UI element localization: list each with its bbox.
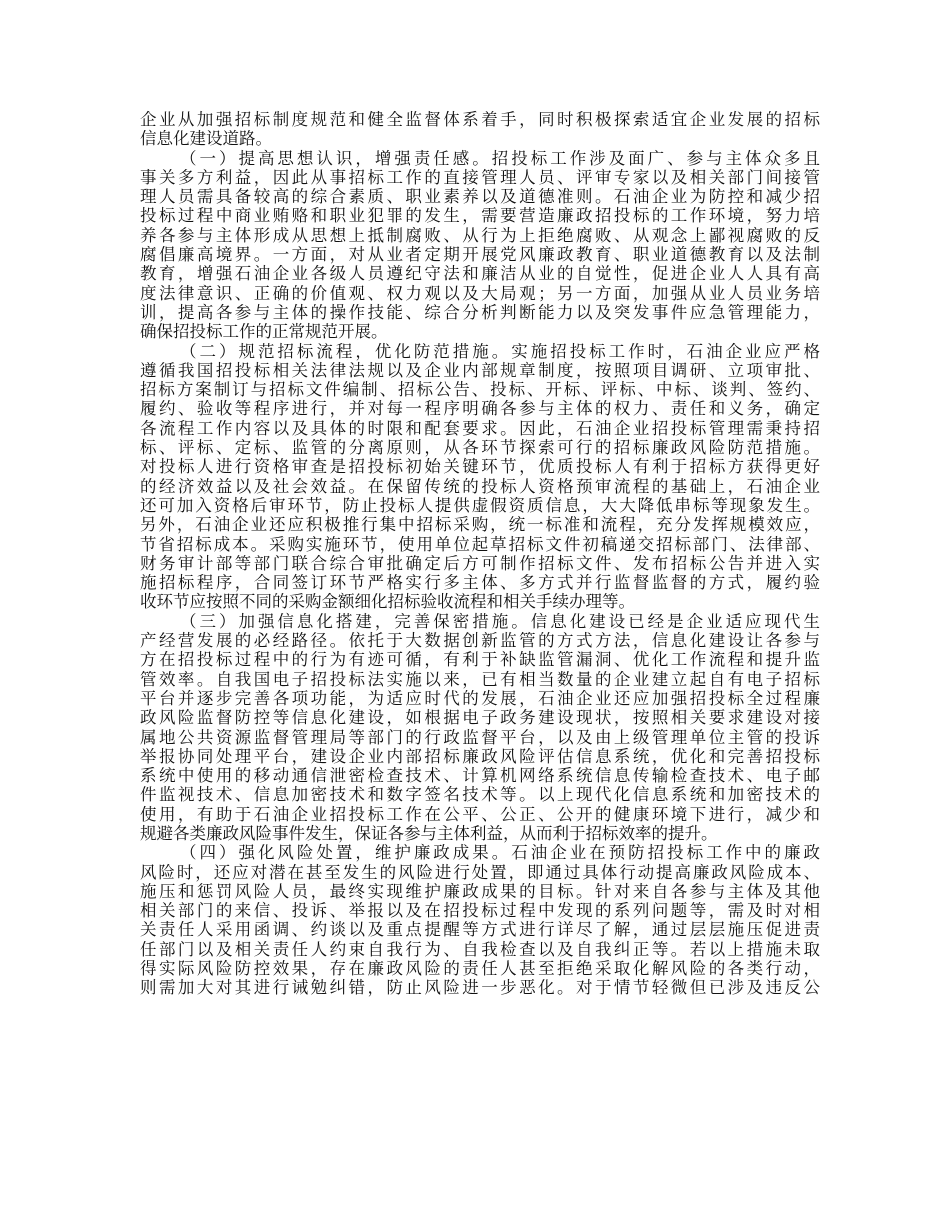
- paragraph-heading-line: （二）规范招标流程，优化防范措施。实施招投标工作时，石油企业应严格: [180, 341, 820, 361]
- text-line: 关责任人采用函调、约谈以及重点提醒等方式进行详尽了解，通过层层施压促进责: [140, 920, 820, 940]
- text-line: 理人员需具备较高的综合素质、职业素养以及道德准则。石油企业为防控和减少招: [140, 187, 820, 207]
- text-line: 各流程工作内容以及具体的时限和配套要求。因此，石油企业招投标管理需秉持招: [140, 418, 820, 438]
- text-line: 财务审计部等部门联合综合审批确定后方可制作招标文件、发布招标公告并进入实: [140, 553, 820, 573]
- text-line: 信息化建设道路。: [140, 129, 272, 149]
- text-line: 管效率。自我国电子招投标法实施以来，已有相当数量的企业建立起自有电子招标: [140, 669, 820, 689]
- text-line: 还可加入资格后审环节，防止投标人提供虚假资质信息，大大降低串标等现象发生。: [140, 495, 820, 515]
- text-line: 使用，有助于石油企业招投标工作在公平、公正、公开的健康环境下进行，减少和: [140, 804, 820, 824]
- text-line: 风险时，还应对潜在甚至发生的风险进行处置，即通过具体行动提高廉政风险成本、: [140, 862, 820, 882]
- text-line: 腐倡廉高境界。一方面，对从业者定期开展党风廉政教育、职业道德教育以及法制: [140, 245, 820, 265]
- paragraph-heading-line: （一）提高思想认识，增强责任感。招投标工作涉及面广、参与主体众多且: [180, 148, 820, 168]
- text-line: 举报协同处理平台，建设企业内部招标廉政风险评估信息系统，优化和完善招投标: [140, 746, 820, 766]
- text-line: 节省招标成本。采购实施环节，使用单位起草招标文件初稿递交招标部门、法律部、: [140, 534, 820, 554]
- text-line: 系统中使用的移动通信泄密检查技术、计算机网络系统信息传输检查技术、电子邮: [140, 766, 820, 786]
- text-line: 训，提高各参与主体的操作技能、综合分析判断能力以及突发事件应急管理能力，: [140, 302, 820, 322]
- text-line: 方在招投标过程中的行为有迹可循，有利于补缺监管漏洞、优化工作流程和提升监: [140, 650, 820, 670]
- text-line: 另外，石油企业还应积极推行集中招标采购，统一标准和流程，充分发挥规模效应，: [140, 515, 820, 535]
- text-line: 标、评标、定标、监管的分离原则，从各环节探索可行的招标廉政风险防范措施。: [140, 438, 820, 458]
- text-line: 政风险监督防控等信息化建设，如根据电子政务建设现状，按照相关要求建设对接: [140, 708, 820, 728]
- text-line: 施压和惩罚风险人员，最终实现维护廉政成果的目标。针对来自各参与主体及其他: [140, 881, 820, 901]
- text-line: 对投标人进行资格审查是招投标初始关键环节，优质投标人有利于招标方获得更好: [140, 457, 820, 477]
- text-line: 招标方案制订与招标文件编制、招标公告、投标、开标、评标、中标、谈判、签约、: [140, 380, 820, 400]
- text-line: 相关部门的来信、投诉、举报以及在招投标过程中发现的系列问题等，需及时对相: [140, 901, 820, 921]
- text-line: 产经营发展的必经路径。依托于大数据创新监管的方式方法，信息化建设让各参与: [140, 631, 820, 651]
- document-body: [140, 110, 820, 998]
- text-line: 任部门以及相关责任人约束自我行为、自我检查以及自我纠正等。若以上措施未取: [140, 939, 820, 959]
- text-line: 教育，增强石油企业各级人员遵纪守法和廉洁从业的自觉性，促进企业人人具有高: [140, 264, 820, 284]
- text-line: 的经济效益以及社会效益。在保留传统的投标人资格预审流程的基础上，石油企业: [140, 476, 820, 496]
- text-line: 企业从加强招标制度规范和健全监督体系着手，同时积极探索适宜企业发展的招标: [140, 110, 820, 129]
- text-line: 件监视技术、信息加密技术和数字签名技术等。以上现代化信息系统和加密技术的: [140, 785, 820, 805]
- text-line: 施招标程序，合同签订环节严格实行多主体、多方式并行监督监督的方式，履约验: [140, 573, 820, 593]
- text-line: 度法律意识、正确的价值观、权力观以及大局观；另一方面，加强从业人员业务培: [140, 283, 820, 303]
- paragraph-heading-line: （三）加强信息化搭建，完善保密措施。信息化建设已经是企业适应现代生: [180, 611, 820, 631]
- text-line: 遵循我国招投标相关法律法规以及企业内部规章制度，按照项目调研、立项审批、: [140, 360, 820, 380]
- paragraph-heading-line: （四）强化风险处置，维护廉政成果。石油企业在预防招投标工作中的廉政: [180, 843, 820, 863]
- text-line: 则需加大对其进行诫勉纠错，防止风险进一步恶化。对于情节轻微但已涉及违反公: [140, 978, 820, 998]
- text-line: 收环节应按照不同的采购金额细化招标验收流程和相关手续办理等。: [140, 592, 635, 612]
- text-line: 养各参与主体形成从思想上抵制腐败、从行为上拒绝腐败、从观念上鄙视腐败的反: [140, 225, 820, 245]
- text-line: 投标过程中商业贿赂和职业犯罪的发生，需要营造廉政招投标的工作环境，努力培: [140, 206, 820, 226]
- text-line: 属地公共资源监督管理局等部门的行政监督平台，以及由上级管理单位主管的投诉: [140, 727, 820, 747]
- text-line: 得实际风险防控效果，存在廉政风险的责任人甚至拒绝采取化解风险的各类行动，: [140, 959, 820, 979]
- text-line: 事关多方利益，因此从事招标工作的直接管理人员、评审专家以及相关部门间接管: [140, 167, 820, 187]
- text-line: 规避各类廉政风险事件发生，保证各参与主体利益，从而利于招标效率的提升。: [140, 823, 718, 843]
- text-line: 确保招投标工作的正常规范开展。: [140, 322, 388, 342]
- text-line: 平台并逐步完善各项功能，为适应时代的发展，石油企业还应加强招投标全过程廉: [140, 688, 820, 708]
- text-line: 履约、验收等程序进行，并对每一程序明确各参与主体的权力、责任和义务，确定: [140, 399, 820, 419]
